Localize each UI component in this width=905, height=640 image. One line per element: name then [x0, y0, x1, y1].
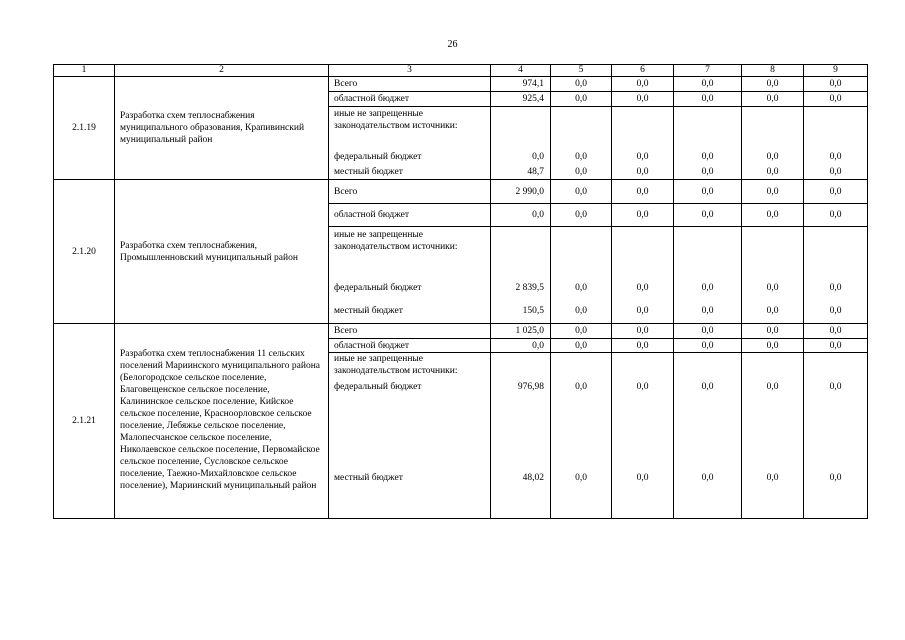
item-name: Разработка схем теплоснабжения 11 сельских поселений Мариинского муниципального района (Белогородское сельское поселение, Благовещенское сельское поселение, Калининское сельское поселение, Кийское сельское поселение, Красноорловское сельское поселение, Лебяжье сельское поселение, Малопесчанское сельское поселение, Николаевское сельское поселение, Первомайское сельское поселение, Сусловское сельское поселение, Таежно-Михайловское сельское поселение), Мариинский муниципальный район: [115, 324, 329, 519]
value-cell: 0,0: [674, 339, 742, 353]
funding-table: [53, 64, 868, 519]
value-cell: 0,0: [742, 324, 804, 339]
value-cell: 0,0: [612, 428, 674, 518]
value-cell: 0,0: [804, 204, 868, 227]
value-cell: 0,0: [674, 378, 742, 428]
value-cell: 0,0: [551, 339, 612, 353]
value-cell: 2 839,5: [491, 277, 551, 299]
funding-source: федеральный бюджет: [329, 150, 491, 165]
value-cell: 0,0: [674, 204, 742, 227]
value-cell: 0,0: [612, 150, 674, 165]
value-cell: 0,0: [742, 428, 804, 518]
value-cell: 0,0: [804, 77, 868, 92]
value-cell: 0,0: [674, 428, 742, 518]
item-code: 2.1.20: [54, 180, 115, 324]
item-name: Разработка схем теплоснабжения, Промышленновский муниципальный район: [115, 180, 329, 324]
value-cell: [804, 227, 868, 277]
funding-source: Всего: [329, 180, 491, 204]
value-cell: 0,0: [551, 77, 612, 92]
value-cell: 0,0: [674, 165, 742, 180]
value-cell: 0,0: [742, 150, 804, 165]
value-cell: 0,0: [551, 92, 612, 107]
value-cell: 0,0: [551, 324, 612, 339]
item-name: Разработка схем теплоснабжения муниципального образования, Крапивинский муниципальный район: [115, 77, 329, 180]
value-cell: 0,0: [742, 378, 804, 428]
value-cell: 0,0: [804, 180, 868, 204]
value-cell: 0,0: [804, 92, 868, 107]
value-cell: 0,0: [804, 339, 868, 353]
value-cell: 0,0: [742, 180, 804, 204]
value-cell: 0,0: [804, 324, 868, 339]
value-cell: 976,98: [491, 378, 551, 428]
value-cell: [491, 227, 551, 277]
header-cell: 1: [54, 65, 115, 77]
value-cell: [742, 353, 804, 379]
value-cell: 0,0: [612, 165, 674, 180]
value-cell: 0,0: [674, 92, 742, 107]
value-cell: 0,0: [612, 324, 674, 339]
value-cell: 0,0: [551, 180, 612, 204]
value-cell: 0,0: [804, 428, 868, 518]
item-code: 2.1.21: [54, 324, 115, 519]
header-cell: 5: [551, 65, 612, 77]
value-cell: 0,0: [742, 277, 804, 299]
value-cell: [674, 353, 742, 379]
value-cell: 0,0: [674, 77, 742, 92]
value-cell: 2 990,0: [491, 180, 551, 204]
value-cell: [612, 353, 674, 379]
funding-source: областной бюджет: [329, 204, 491, 227]
value-cell: 0,0: [551, 378, 612, 428]
table-row: [54, 77, 868, 92]
value-cell: 0,0: [612, 92, 674, 107]
header-cell: 3: [329, 65, 491, 77]
value-cell: 0,0: [612, 277, 674, 299]
value-cell: 0,0: [551, 150, 612, 165]
value-cell: [804, 353, 868, 379]
value-cell: 150,5: [491, 299, 551, 324]
value-cell: [491, 107, 551, 150]
value-cell: 0,0: [742, 92, 804, 107]
value-cell: [551, 107, 612, 150]
value-cell: 0,0: [551, 277, 612, 299]
value-cell: 925,4: [491, 92, 551, 107]
value-cell: [491, 353, 551, 379]
header-cell: 4: [491, 65, 551, 77]
value-cell: [674, 227, 742, 277]
funding-source: иные не запрещенные законодательством источники:: [329, 227, 491, 277]
header-cell: 9: [804, 65, 868, 77]
value-cell: 0,0: [804, 277, 868, 299]
value-cell: 0,0: [551, 165, 612, 180]
value-cell: [742, 107, 804, 150]
value-cell: 48,7: [491, 165, 551, 180]
table-row: [54, 324, 868, 339]
value-cell: 0,0: [491, 150, 551, 165]
value-cell: 0,0: [804, 299, 868, 324]
value-cell: 0,0: [612, 339, 674, 353]
value-cell: [804, 107, 868, 150]
value-cell: [612, 227, 674, 277]
value-cell: 0,0: [551, 299, 612, 324]
value-cell: 0,0: [804, 150, 868, 165]
value-cell: 1 025,0: [491, 324, 551, 339]
value-cell: 0,0: [804, 165, 868, 180]
value-cell: 0,0: [612, 204, 674, 227]
value-cell: [551, 227, 612, 277]
funding-source: областной бюджет: [329, 92, 491, 107]
value-cell: 0,0: [742, 299, 804, 324]
funding-source: местный бюджет: [329, 428, 491, 518]
table-row: [54, 180, 868, 204]
funding-source: федеральный бюджет: [329, 277, 491, 299]
funding-source: иные не запрещенные законодательством источники:: [329, 353, 491, 379]
value-cell: 0,0: [742, 77, 804, 92]
page-number: 26: [447, 39, 458, 50]
value-cell: 0,0: [674, 150, 742, 165]
value-cell: 48,02: [491, 428, 551, 518]
funding-source: федеральный бюджет: [329, 378, 491, 428]
header-cell: 2: [115, 65, 329, 77]
funding-source: Всего: [329, 77, 491, 92]
funding-source: иные не запрещенные законодательством источники:: [329, 107, 491, 150]
value-cell: 0,0: [742, 339, 804, 353]
value-cell: 0,0: [674, 277, 742, 299]
value-cell: 0,0: [804, 378, 868, 428]
value-cell: 974,1: [491, 77, 551, 92]
value-cell: [674, 107, 742, 150]
value-cell: 0,0: [551, 428, 612, 518]
header-cell: 6: [612, 65, 674, 77]
funding-source: местный бюджет: [329, 299, 491, 324]
value-cell: 0,0: [674, 180, 742, 204]
value-cell: 0,0: [491, 339, 551, 353]
value-cell: 0,0: [612, 77, 674, 92]
value-cell: 0,0: [742, 204, 804, 227]
value-cell: 0,0: [674, 299, 742, 324]
funding-source: областной бюджет: [329, 339, 491, 353]
header-cell: 7: [674, 65, 742, 77]
value-cell: [551, 353, 612, 379]
value-cell: 0,0: [551, 204, 612, 227]
header-cell: 8: [742, 65, 804, 77]
funding-source: Всего: [329, 324, 491, 339]
value-cell: 0,0: [491, 204, 551, 227]
value-cell: 0,0: [612, 299, 674, 324]
value-cell: 0,0: [674, 324, 742, 339]
funding-source: местный бюджет: [329, 165, 491, 180]
value-cell: 0,0: [612, 378, 674, 428]
value-cell: 0,0: [612, 180, 674, 204]
item-code: 2.1.19: [54, 77, 115, 180]
value-cell: [612, 107, 674, 150]
value-cell: [742, 227, 804, 277]
value-cell: 0,0: [742, 165, 804, 180]
header-row: [54, 65, 868, 77]
